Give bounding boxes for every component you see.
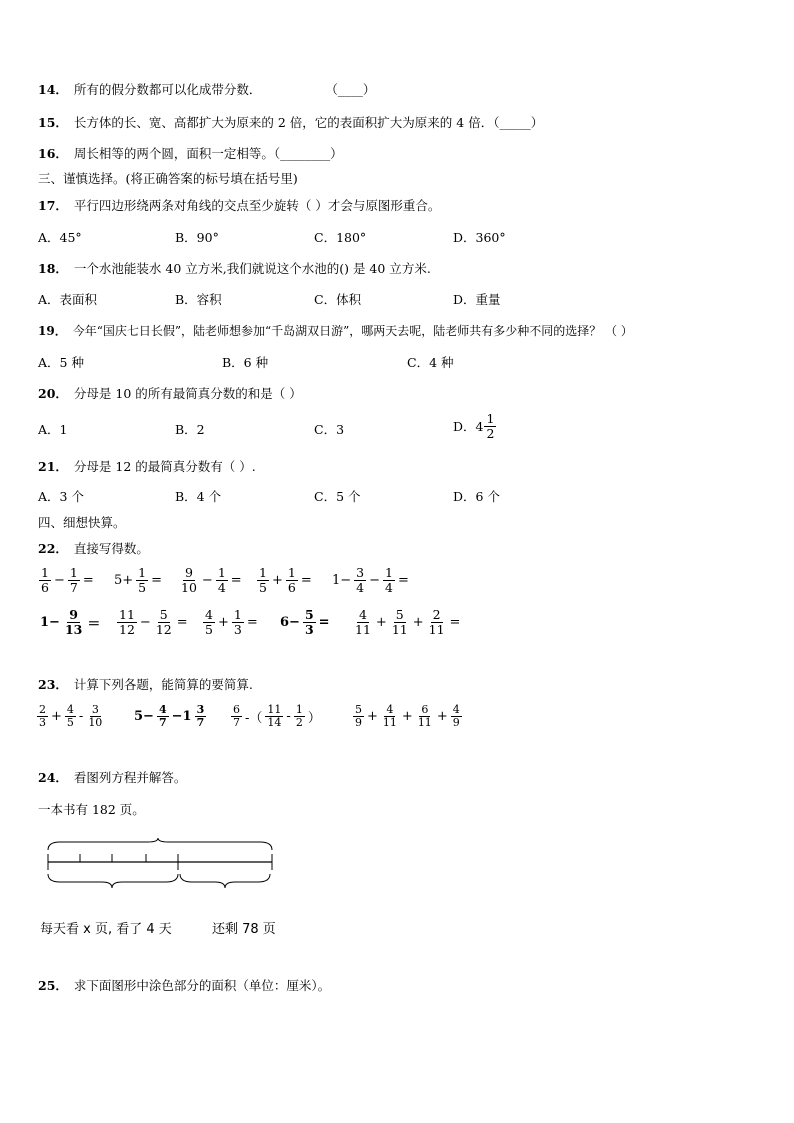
option-b[interactable]: B．90°	[175, 230, 219, 245]
fraction	[390, 608, 410, 637]
question-20	[38, 386, 302, 402]
option-c[interactable]: C．4 种	[407, 355, 454, 370]
denominator: 2	[486, 426, 495, 441]
option-d-label: D．4	[453, 418, 484, 434]
question-number: 17．	[38, 198, 68, 213]
denominator: 11	[428, 622, 445, 637]
fraction	[154, 608, 174, 637]
fraction	[354, 566, 366, 595]
denominator: 7	[158, 716, 167, 729]
operator: 1−	[332, 573, 352, 588]
fraction	[157, 704, 169, 729]
question-number: 23．	[38, 677, 68, 692]
expression	[132, 704, 207, 729]
denominator: 2	[295, 716, 303, 729]
diagram-caption-left: 每天看 x 页, 看了 4 天	[40, 922, 172, 937]
bottom-left-brace	[48, 874, 178, 888]
operator: +	[412, 615, 424, 630]
equals-sign: =	[151, 573, 163, 588]
numerator: 1	[486, 411, 495, 426]
denominator: 7	[233, 716, 240, 729]
numerator: 4	[452, 703, 460, 716]
option-c[interactable]: C．体积	[314, 292, 362, 307]
fraction	[117, 608, 137, 637]
operator: -	[78, 709, 84, 724]
denominator: 6	[287, 580, 296, 595]
fraction	[381, 704, 399, 729]
numerator: 4	[386, 703, 394, 716]
expression	[278, 608, 332, 637]
question-number: 16．	[38, 146, 68, 161]
equals-sign: =	[449, 615, 461, 630]
option-a[interactable]: A．1	[38, 422, 68, 437]
fraction	[231, 704, 242, 729]
operator: 6−	[280, 615, 300, 630]
numerator: 2	[39, 703, 46, 716]
fraction	[39, 566, 51, 595]
denominator: 10	[181, 580, 197, 595]
expression	[230, 704, 323, 729]
fraction	[203, 608, 215, 637]
operator: −1	[171, 709, 192, 724]
numerator: 1	[138, 565, 147, 580]
denominator: 5	[66, 716, 74, 729]
numerator: 3	[356, 565, 365, 580]
denominator: 7	[69, 580, 78, 595]
option-b[interactable]: B．容积	[175, 292, 222, 307]
option-d[interactable]: D．6 个	[453, 489, 500, 504]
operator: ）	[307, 711, 321, 726]
expression	[256, 566, 314, 595]
question-22	[38, 541, 149, 557]
question-text: 分母是 10 的所有最简真分数的和是（ ）	[73, 386, 302, 401]
numerator: 1	[217, 565, 226, 580]
numerator: 5	[304, 607, 314, 622]
fraction	[416, 704, 434, 729]
expression	[178, 566, 244, 595]
equals-sign: =	[397, 573, 409, 588]
operator: 1−	[40, 615, 60, 630]
denominator: 4	[356, 580, 365, 595]
equals-sign: =	[246, 615, 258, 630]
numerator: 9	[69, 607, 78, 622]
operator: −	[369, 573, 381, 588]
answer-blank[interactable]: （____）	[325, 82, 376, 97]
question-text: 计算下列各题，能简算的要简算.	[73, 677, 253, 692]
operator: -	[286, 709, 291, 724]
option-d[interactable]: D．360°	[453, 230, 506, 245]
question-number: 25．	[38, 978, 68, 993]
operator: −	[201, 573, 213, 588]
fraction	[216, 566, 228, 595]
numerator: 4	[205, 607, 213, 622]
fraction	[63, 608, 84, 637]
denominator: 5	[259, 580, 267, 595]
question-24	[38, 770, 186, 786]
fraction	[383, 566, 395, 595]
numerator: 6	[233, 703, 240, 716]
expression	[330, 566, 411, 595]
numerator: 5	[355, 703, 362, 716]
expression	[112, 566, 164, 595]
expression	[38, 566, 96, 595]
question-number: 15．	[38, 115, 68, 130]
equals-sign: =	[82, 573, 94, 588]
equals-sign: =	[318, 615, 330, 630]
fraction	[294, 704, 305, 729]
denominator: 10	[88, 716, 103, 729]
numerator: 4	[158, 703, 167, 716]
numerator: 1	[287, 565, 296, 580]
question-text: 平行四边形绕两条对角线的交点至少旋转（ ）才会与原图形重合。	[73, 198, 441, 213]
denominator: 14	[267, 716, 282, 729]
question-text: 长方体的长、宽、高都扩大为原来的 2 倍，它的表面积扩大为原来的 4 倍．（_____）	[73, 115, 544, 130]
numerator: 5	[159, 607, 168, 622]
option-a[interactable]: A．3 个	[38, 489, 84, 504]
option-c[interactable]: C．3	[314, 422, 345, 437]
operator: 5+	[114, 573, 134, 588]
denominator: 3	[233, 622, 242, 637]
fraction	[353, 608, 373, 637]
operator: -（	[245, 711, 263, 726]
question-21	[38, 459, 256, 475]
denominator: 3	[39, 716, 46, 729]
mixed-fraction	[484, 412, 496, 441]
question-24-subtext: 一本书有 182 页。	[38, 802, 145, 817]
option-a[interactable]: A．45°	[38, 230, 82, 245]
denominator: 9	[452, 716, 460, 729]
numerator: 2	[432, 607, 441, 622]
denominator: 7	[196, 716, 205, 729]
operator: +	[436, 709, 448, 724]
numerator: 3	[196, 703, 205, 716]
option-d[interactable]	[453, 412, 497, 441]
denominator: 9	[355, 716, 362, 729]
numerator: 1	[295, 703, 303, 716]
question-17	[38, 198, 440, 214]
numerator: 1	[259, 565, 267, 580]
question-number: 19．	[38, 324, 67, 338]
question-16	[38, 146, 343, 162]
option-d[interactable]: D．重量	[453, 292, 501, 307]
fraction	[451, 704, 462, 729]
question-text: 分母是 12 的最简真分数有（ ）.	[73, 459, 256, 474]
question-number: 22．	[38, 541, 68, 556]
denominator: 11	[382, 716, 397, 729]
expression	[116, 608, 190, 637]
fraction	[353, 704, 364, 729]
option-b[interactable]: B．4 个	[175, 489, 222, 504]
denominator: 5	[205, 622, 213, 637]
question-text: 求下面图形中涂色部分的面积（单位：厘米）。	[73, 978, 331, 993]
question-number: 20．	[38, 386, 68, 401]
denominator: 4	[385, 580, 393, 595]
question-text: 周长相等的两个圆，面积一定相等。（________）	[73, 146, 343, 161]
equals-sign: =	[230, 573, 242, 588]
equals-sign: =	[176, 615, 188, 630]
denominator: 4	[217, 580, 226, 595]
fraction	[68, 566, 80, 595]
question-text: 一个水池能装水 40 立方米,我们就说这个水池的() 是 40 立方米.	[73, 261, 431, 276]
fraction	[427, 608, 447, 637]
question-23	[38, 677, 253, 693]
operator: +	[217, 615, 229, 630]
question-14	[38, 82, 375, 98]
expression	[38, 608, 102, 637]
denominator: 12	[155, 622, 172, 637]
question-text: 所有的假分数都可以化成带分数．	[73, 82, 262, 97]
numerator: 9	[184, 565, 193, 580]
fraction	[232, 608, 244, 637]
operator: −	[139, 615, 151, 630]
fraction	[195, 704, 207, 729]
numerator: 1	[69, 565, 78, 580]
top-brace	[48, 838, 272, 850]
question-number: 21．	[38, 459, 68, 474]
numerator: 11	[267, 703, 282, 716]
question-text: 今年“国庆七日长假”，陆老师想参加“千岛湖双日游”，哪两天去呢，陆老师共有多少种不同的选择？ （ ）	[72, 324, 633, 338]
numerator: 6	[421, 703, 429, 716]
diagram-caption-right: 还剩 78 页	[212, 922, 276, 937]
question-number: 24．	[38, 770, 68, 785]
operator: +	[367, 709, 378, 724]
numerator: 4	[358, 607, 367, 622]
question-text: 看图列方程并解答。	[73, 770, 187, 785]
section-heading-4: 四、细想快算。	[38, 515, 126, 530]
numerator: 1	[233, 607, 242, 622]
segment-diagram	[40, 838, 280, 898]
denominator: 11	[355, 622, 371, 637]
fraction	[179, 566, 199, 595]
operator: +	[51, 709, 62, 724]
numerator: 4	[66, 703, 74, 716]
expression	[352, 704, 463, 729]
option-b[interactable]: B．2	[175, 422, 205, 437]
question-18	[38, 261, 431, 277]
option-c[interactable]: C．180°	[314, 230, 367, 245]
option-a[interactable]: A．表面积	[38, 292, 98, 307]
denominator: 12	[119, 622, 135, 637]
numerator: 5	[395, 607, 404, 622]
denominator: 13	[64, 622, 83, 637]
expression	[352, 608, 462, 637]
question-15	[38, 115, 543, 131]
equals-sign: ＝	[87, 617, 101, 632]
operator: +	[401, 709, 413, 724]
fraction	[265, 704, 283, 729]
fraction	[257, 566, 269, 595]
fraction	[37, 704, 48, 729]
fraction	[136, 566, 148, 595]
question-25	[38, 978, 330, 994]
fraction	[286, 566, 298, 595]
question-19	[38, 323, 633, 339]
denominator: 5	[138, 580, 147, 595]
numerator: 1	[41, 565, 49, 580]
operator: 5−	[134, 709, 154, 724]
operator: −	[53, 573, 65, 588]
option-c[interactable]: C．5 个	[314, 489, 361, 504]
numerator: 1	[385, 565, 393, 580]
fraction	[86, 704, 104, 729]
operator: +	[271, 573, 283, 588]
operator: +	[375, 615, 387, 630]
numerator: 3	[91, 703, 99, 716]
section-heading-3: 三、谨慎选择。(将正确答案的标号填在括号里)	[38, 171, 298, 186]
expression	[202, 608, 260, 637]
denominator: 6	[41, 580, 49, 595]
option-a[interactable]: A．5 种	[38, 355, 84, 370]
option-b[interactable]: B．6 种	[222, 355, 269, 370]
expression	[36, 704, 105, 729]
denominator: 11	[417, 716, 432, 729]
bottom-right-brace	[180, 874, 270, 888]
fraction	[303, 608, 316, 637]
numerator: 11	[119, 607, 135, 622]
equals-sign: =	[300, 573, 312, 588]
question-number: 18．	[38, 261, 68, 276]
denominator: 11	[391, 622, 408, 637]
question-text: 直接写得数。	[73, 541, 149, 556]
fraction	[65, 704, 76, 729]
denominator: 3	[304, 622, 314, 637]
question-number: 14．	[38, 82, 68, 97]
